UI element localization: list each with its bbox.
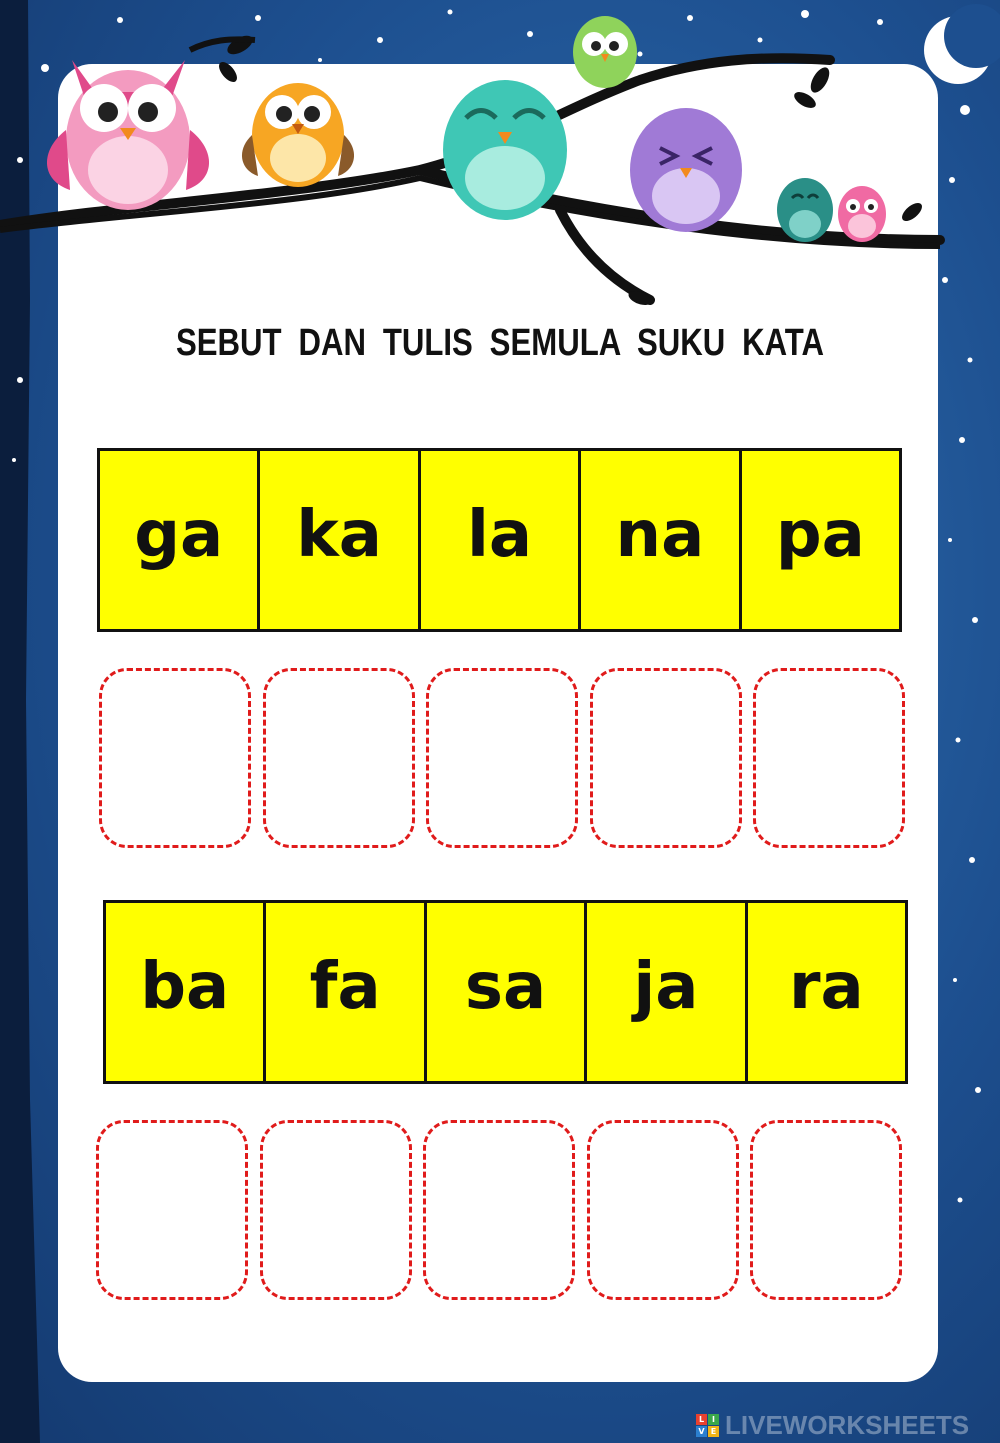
syllable-row-2 [103,900,908,1084]
answer-input-box[interactable] [753,668,905,848]
syllable-cell: ra [788,950,864,1024]
syllable-cell: ba [106,903,266,1081]
answer-input-box[interactable] [423,1120,575,1300]
pink-owl-icon [47,60,209,210]
syllable-cell: na [581,451,741,629]
syllable-cell: ga [100,451,260,629]
small-pink-owl-icon [838,186,886,242]
small-teal-owl-icon [777,178,833,242]
syllable-row-1 [97,448,902,632]
purple-owl-icon [630,108,742,232]
write-row-2 [96,1120,902,1300]
orange-owl-icon [242,83,354,187]
answer-input-box[interactable] [750,1120,902,1300]
syllable-cell: pa [775,498,865,572]
answer-input-box[interactable] [99,668,251,848]
syllable-cell: ja [587,903,747,1081]
answer-input-box[interactable] [426,668,578,848]
syllable-cell: fa [266,903,426,1081]
answer-input-box[interactable] [587,1120,739,1300]
liveworksheets-watermark [696,1410,969,1441]
answer-input-box[interactable] [263,668,415,848]
syllable-cell: sa [427,903,587,1081]
write-row-1 [99,668,905,848]
answer-input-box[interactable] [260,1120,412,1300]
teal-owl-icon [443,80,567,220]
liveworksheets-logo-icon: L I V E [696,1414,719,1437]
worksheet-title: SEBUT DAN TULIS SEMULA SUKU KATA [175,322,825,364]
green-owl-icon [573,16,637,88]
answer-input-box[interactable] [96,1120,248,1300]
syllable-cell: ka [260,451,420,629]
syllable-cell: la [421,451,581,629]
owls-on-branch-illustration [0,0,1000,320]
answer-input-box[interactable] [590,668,742,848]
brand-text: LIVEWORKSHEETS [725,1410,970,1440]
